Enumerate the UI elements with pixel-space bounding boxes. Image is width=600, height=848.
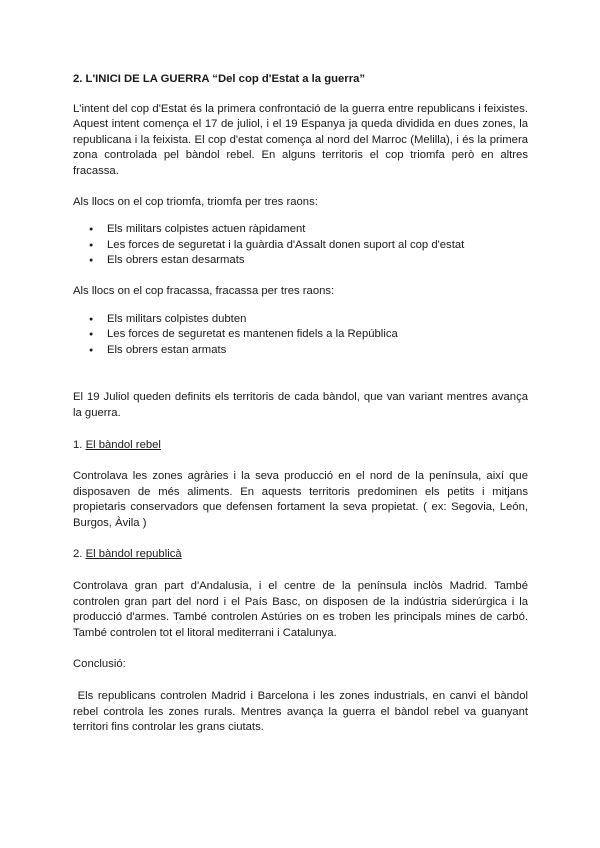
conclusion-label: Conclusió:	[73, 658, 126, 671]
rebel-heading-label: El bàndol rebel	[85, 438, 161, 451]
republican-heading	[73, 547, 528, 563]
republican-heading-number: 2.	[73, 548, 86, 561]
triumph-reasons-list	[73, 222, 528, 269]
republican-paragraph: Controlava gran part d'Andalusia, i el centre de la península inclòs Madrid. També controlen gran part del nord i el País Basc, on disposen de la indústria siderúrgica i la producció d'armes. També controlen Astúries on es troben les principals mines de carbó. També controlen tot el litoral mediterrani i Catalunya.	[73, 580, 528, 639]
triumph-intro: Als llocs on el cop triomfa, triomfa per tres raons:	[73, 195, 318, 208]
intro-paragraph: L'intent del cop d'Estat és la primera confrontació de la guerra entre republicans i feixistes. Aquest intent comença el 17 de juliol, i el 19 Espanya ja queda dividida en dues zones, la republicana i la feixista. El cop d'estat comença al nord del Marroc (Melilla), i és la primera zona controlada pel bàndol rebel. En alguns territoris el cop triomfa però en altres fracassa.	[73, 102, 528, 177]
fail-reasons-list	[73, 312, 528, 359]
fail-intro: Als llocs on el cop fracassa, fracassa per tres raons:	[73, 284, 335, 297]
list-item: ● Els obrers estan armats	[73, 343, 528, 359]
july19-paragraph: El 19 Juliol queden definits els territoris de cada bàndol, que van variant mentres avança la guerra.	[73, 391, 528, 419]
list-item: ● Les forces de seguretat i la guàrdia d'Assalt donen suport al cop d'estat	[73, 238, 528, 254]
conclusion-paragraph: Els republicans controlen Madrid i Barcelona i les zones industrials, en canvi el bàndol rebel controla les zones rurals. Mentres avança la guerra el bàndol rebel va guanyant territori fins controlar les grans ciutats.	[73, 690, 532, 734]
rebel-paragraph: Controlava les zones agràries i la seva producció en el nord de la península, així que disposaven de més aliments. En aquests territoris predominen els petits i mitjans propietaris conservadors que defensen fortament la seva propietat. ( ex: Segovia, León, Burgos, Àvila )	[73, 470, 528, 529]
page-title: 2. L'INICI DE LA GUERRA “Del cop d'Estat a la guerra”	[73, 73, 366, 85]
republican-heading-label: El bàndol republicà	[85, 548, 182, 561]
rebel-heading	[73, 438, 528, 454]
list-item: ● Els militars colpistes dubten	[73, 312, 528, 328]
rebel-heading-number: 1.	[73, 438, 86, 451]
list-item: ● Els militars colpistes actuen ràpidament	[73, 222, 528, 238]
list-item: ● Les forces de seguretat es mantenen fidels a la República	[73, 327, 528, 343]
list-item: ● Els obrers estan desarmats	[73, 253, 528, 269]
document-page	[73, 72, 532, 736]
